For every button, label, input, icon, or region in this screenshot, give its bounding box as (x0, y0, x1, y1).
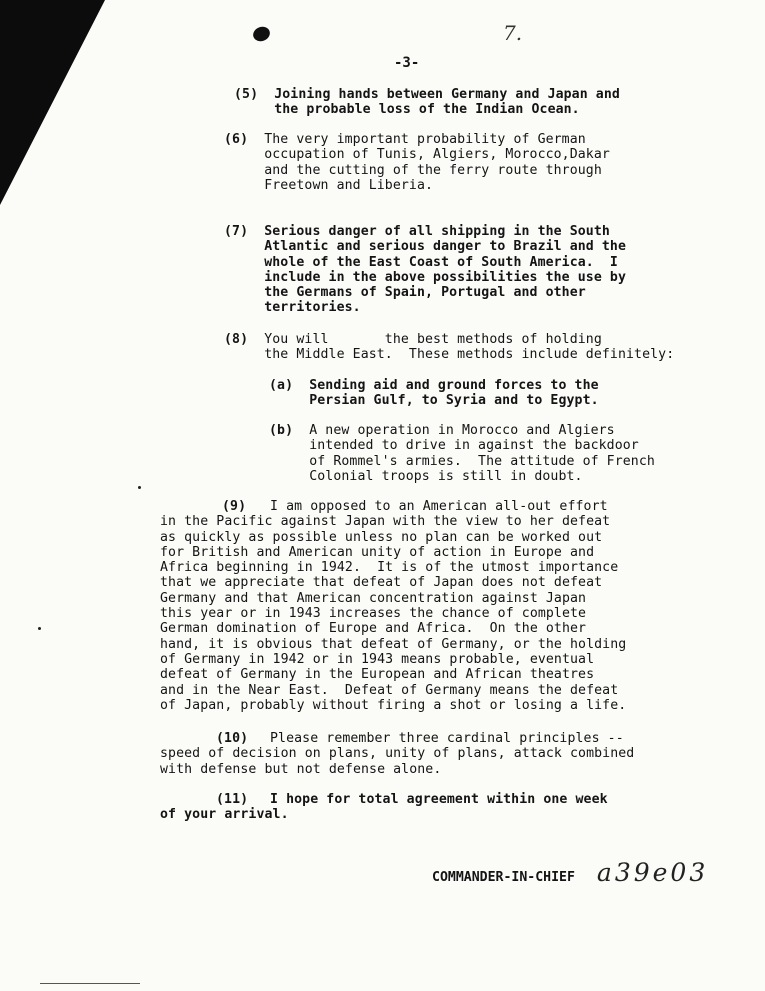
scan-speck (38, 627, 41, 630)
paragraph-5 (234, 87, 620, 118)
paragraph-number: (7) (224, 224, 249, 239)
handwritten-code: a39e03 (596, 858, 709, 887)
paragraph-10-body (160, 731, 634, 777)
scan-corner-shadow (0, 0, 105, 205)
handwritten-corner-mark: 7. (503, 21, 523, 45)
paragraph-text: Joining hands between Germany and Japan and the probable loss of the Indian Ocean. (274, 87, 620, 118)
signature-title: COMMANDER-IN-CHIEF (432, 870, 575, 885)
paragraph-8b (269, 423, 655, 484)
signature-block (432, 858, 708, 887)
bottom-rule (40, 983, 140, 984)
paragraph-text: Please remember three cardinal principles -- speed of decision on plans, unity of plans, attack combined with defense but not defense alone. (160, 731, 635, 777)
paragraph-7 (224, 224, 626, 316)
paragraph-number: (b) (269, 423, 294, 438)
paragraph-9-body (160, 499, 626, 713)
paragraph-11-body (160, 792, 608, 823)
paragraph-number: (8) (224, 332, 249, 347)
page-number: -3- (394, 55, 420, 71)
paragraph-6 (224, 132, 610, 193)
paragraph-text: Sending aid and ground forces to the Persian Gulf, to Syria and to Egypt. (309, 378, 599, 409)
paragraph-text: You will the best methods of holding the Middle East. These methods include definitely: (264, 332, 675, 363)
paragraph-8a (269, 378, 599, 409)
ink-blot (251, 25, 272, 44)
paragraph-text: A new operation in Morocco and Algiers intended to drive in against the backdoor of Rommel's armies. The attitude of French Colonial troops is still in doubt. (309, 423, 655, 484)
paragraph-number: (5) (234, 87, 259, 102)
paragraph-number: (9) (222, 499, 247, 514)
paragraph-text: I am opposed to an American all-out effort in the Pacific against Japan with the view to her defeat as quickly as possible unless no plan can be worked out for British and American unity of action in Europe and Africa beginning in 1942. It is of the utmost importance that we appreciate that defeat of Japan does not defeat Germany and that American concentration against Japan this year or in 1943 increases the chance of complete German domination of Europe and Africa. On the other hand, it is obvious that defeat of Germany, or the holding of Germany in 1942 or in 1943 means probable, eventual defeat of Germany in the European and African theatres and in the Near East. Defeat of Germany means the defeat of Japan, probably without firing a shot or losing a life. (160, 499, 627, 713)
paragraph-text: Serious danger of all shipping in the South Atlantic and serious danger to Brazil and the whole of the East Coast of South America. I include in the above possibilities the use by the Germans of Spain, Portugal and other territories. (264, 224, 626, 316)
paragraph-text: I hope for total agreement within one week of your arrival. (160, 792, 608, 823)
paragraph-number: (10) (216, 731, 249, 746)
scan-speck (138, 486, 141, 489)
paragraph-text: The very important probability of German occupation of Tunis, Algiers, Morocco,Dakar and the cutting of the ferry route through Freetown and Liberia. (264, 132, 610, 193)
paragraph-number: (11) (216, 792, 249, 807)
paragraph-number: (6) (224, 132, 249, 147)
paragraph-8 (224, 332, 674, 363)
paragraph-number: (a) (269, 378, 294, 393)
